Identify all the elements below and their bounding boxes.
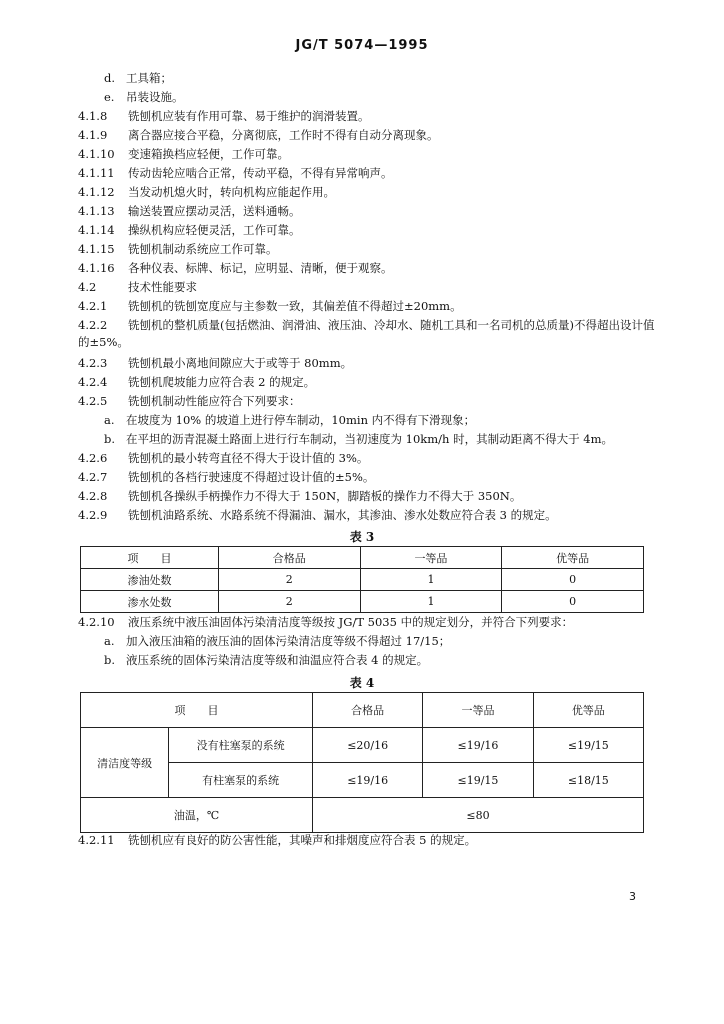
clause-line: [78, 450, 658, 467]
clause-number: 4.2.10: [78, 615, 115, 629]
clause-line: [104, 633, 684, 650]
clause-number: a.: [104, 634, 115, 648]
table-cell: ≤19/15: [533, 728, 643, 763]
clause-number: 4.2: [78, 280, 97, 294]
standard-header: JG/T 5074—1995: [295, 38, 429, 53]
clause-number: 4.2.4: [78, 375, 108, 389]
clause-text: 各种仪表、标牌、标记，应明显、清晰，便于观察。: [128, 261, 393, 275]
clause-number: 4.2.3: [78, 356, 108, 370]
page-number: 3: [629, 890, 636, 903]
table3-header-cell: 优等品: [502, 547, 644, 569]
clause-text: 铣刨机应有良好的防公害性能，其噪声和排烟度应符合表 5 的规定。: [128, 833, 477, 847]
table4-oil-temp-label: 油温，℃: [81, 798, 313, 833]
table-row: [81, 798, 644, 833]
table-cell: 1: [360, 591, 502, 613]
clause-line: [78, 614, 658, 631]
table-cell: 有柱塞泵的系统: [169, 763, 313, 798]
table4: [80, 692, 644, 833]
table-row: [81, 569, 644, 591]
table-cell: ≤19/16: [313, 763, 423, 798]
clause-text: 技术性能要求: [128, 280, 197, 294]
clause-line: [78, 355, 658, 372]
clause-text: 铣刨机的最小转弯直径不得大于设计值的 3%。: [128, 451, 369, 465]
clause-text: 输送装置应摆动灵活，送料通畅。: [128, 204, 301, 218]
clause-number: 4.2.5: [78, 394, 108, 408]
clause-number: 4.2.9: [78, 508, 108, 522]
clause-text: 铣刨机的整机质量(包括燃油、润滑油、液压油、冷却水、随机工具和一名司机的总质量)不得超出设计值的±5%。: [78, 318, 655, 349]
table3-caption: 表 3: [349, 530, 375, 544]
clause-number: 4.2.1: [78, 299, 108, 313]
clause-text: 在平坦的沥青混凝土路面上进行行车制动，当初速度为 10km/h 时，其制动距离不得大于 4m。: [126, 432, 613, 446]
table3-header-row: [81, 547, 644, 569]
clause-line: [78, 279, 658, 296]
clause-line: [78, 469, 658, 486]
clause-line: [78, 146, 658, 163]
clause-text: 液压系统的固体污染清洁度等级和油温应符合表 4 的规定。: [126, 653, 429, 667]
clause-line: [78, 127, 658, 144]
clause-line: [104, 89, 684, 106]
table-cell: 渗水处数: [81, 591, 219, 613]
clause-number: e.: [104, 90, 115, 104]
clause-number: 4.2.2: [78, 318, 108, 332]
clause-number: 4.1.14: [78, 223, 115, 237]
clause-number: 4.1.11: [78, 166, 115, 180]
clause-text: 传动齿轮应啮合正常，传动平稳，不得有异常响声。: [128, 166, 393, 180]
table3: [80, 546, 644, 613]
table4-oil-temp-value: ≤80: [313, 798, 644, 833]
clause-line: [104, 431, 684, 448]
clause-line: [78, 184, 658, 201]
table-cell: 2: [218, 591, 360, 613]
clause-text: 铣刨机制动系统应工作可靠。: [128, 242, 278, 256]
table-cell: 1: [360, 569, 502, 591]
table4-header-row: [81, 693, 644, 728]
clause-text: 在坡度为 10% 的坡道上进行停车制动，10min 内不得有下滑现象；: [126, 413, 476, 427]
clause-line: [104, 70, 684, 87]
table-cell: 渗油处数: [81, 569, 219, 591]
clause-line: [78, 203, 658, 220]
clause-number: b.: [104, 653, 116, 667]
table-cell: ≤19/16: [423, 728, 533, 763]
clause-line: [78, 260, 658, 277]
clause-number: 4.2.11: [78, 833, 115, 847]
table-row: [81, 728, 644, 763]
clause-text: 铣刨机应装有作用可靠、易于维护的润滑装置。: [128, 109, 370, 123]
clause-text: 铣刨机的铣刨宽度应与主参数一致，其偏差值不得超过±20mm。: [128, 299, 462, 313]
clause-line: [78, 374, 658, 391]
clause-text: 铣刨机油路系统、水路系统不得漏油、漏水，其渗油、渗水处数应符合表 3 的规定。: [128, 508, 557, 522]
clause-number: 4.2.6: [78, 451, 108, 465]
clause-text: 离合器应接合平稳，分离彻底，工作时不得有自动分离现象。: [128, 128, 439, 142]
clause-line: [78, 165, 658, 182]
clause-number: 4.1.8: [78, 109, 108, 123]
table4-header-cell: 优等品: [533, 693, 643, 728]
clause-4-2-11: [78, 832, 658, 849]
clause-line: [78, 507, 658, 524]
clause-number: 4.1.10: [78, 147, 115, 161]
clause-line: [78, 222, 658, 239]
table-cell: ≤18/15: [533, 763, 643, 798]
clause-number: b.: [104, 432, 116, 446]
clause-text: 吊装设施。: [126, 90, 184, 104]
clause-text: 当发动机熄火时，转向机构应能起作用。: [128, 185, 335, 199]
clause-text: 铣刨机最小离地间隙应大于或等于 80mm。: [128, 356, 353, 370]
table4-group-cell: 清洁度等级: [81, 728, 169, 798]
table-cell: ≤20/16: [313, 728, 423, 763]
clause-line: [78, 393, 658, 410]
table-cell: 2: [218, 569, 360, 591]
table4-header-cell: 合格品: [313, 693, 423, 728]
clause-line: [78, 298, 658, 315]
clause-line: [78, 488, 658, 505]
table4-header-cell: 项 目: [81, 693, 313, 728]
clause-number: d.: [104, 71, 116, 85]
clause-number: 4.1.13: [78, 204, 115, 218]
table3-header-cell: 合格品: [218, 547, 360, 569]
clause-number: 4.1.15: [78, 242, 115, 256]
table-cell: 0: [502, 591, 644, 613]
clause-line: [104, 412, 684, 429]
clause-number: a.: [104, 413, 115, 427]
clause-text: 铣刨机制动性能应符合下列要求：: [128, 394, 301, 408]
clause-number: 4.1.9: [78, 128, 108, 142]
clause-text: 铣刨机的各档行驶速度不得超过设计值的±5%。: [128, 470, 375, 484]
clause-number: 4.1.16: [78, 261, 115, 275]
clause-text: 加入液压油箱的液压油的固体污染清洁度等级不得超过 17/15；: [126, 634, 451, 648]
table-cell: ≤19/15: [423, 763, 533, 798]
clause-line: [78, 317, 658, 351]
clause-text: 工具箱；: [126, 71, 172, 85]
clause-text: 变速箱换档应轻便，工作可靠。: [128, 147, 289, 161]
table-cell: 没有柱塞泵的系统: [169, 728, 313, 763]
table3-header-cell: 项 目: [81, 547, 219, 569]
clause-number: 4.2.8: [78, 489, 108, 503]
clause-text: 液压系统中液压油固体污染清洁度等级按 JG/T 5035 中的规定划分，并符合下列要求：: [128, 615, 574, 629]
clause-line: [78, 108, 658, 125]
clause-text: 铣刨机各操纵手柄操作力不得大于 150N，脚踏板的操作力不得大于 350N。: [128, 489, 522, 503]
clause-number: 4.2.7: [78, 470, 108, 484]
table4-header-cell: 一等品: [423, 693, 533, 728]
clause-line: [78, 241, 658, 258]
table-cell: 0: [502, 569, 644, 591]
clause-text: 操纵机构应轻便灵活，工作可靠。: [128, 223, 301, 237]
clause-text: 铣刨机爬坡能力应符合表 2 的规定。: [128, 375, 316, 389]
clause-line: [104, 652, 684, 669]
table3-header-cell: 一等品: [360, 547, 502, 569]
table-row: [81, 591, 644, 613]
table4-caption: 表 4: [349, 676, 375, 690]
clause-number: 4.1.12: [78, 185, 115, 199]
